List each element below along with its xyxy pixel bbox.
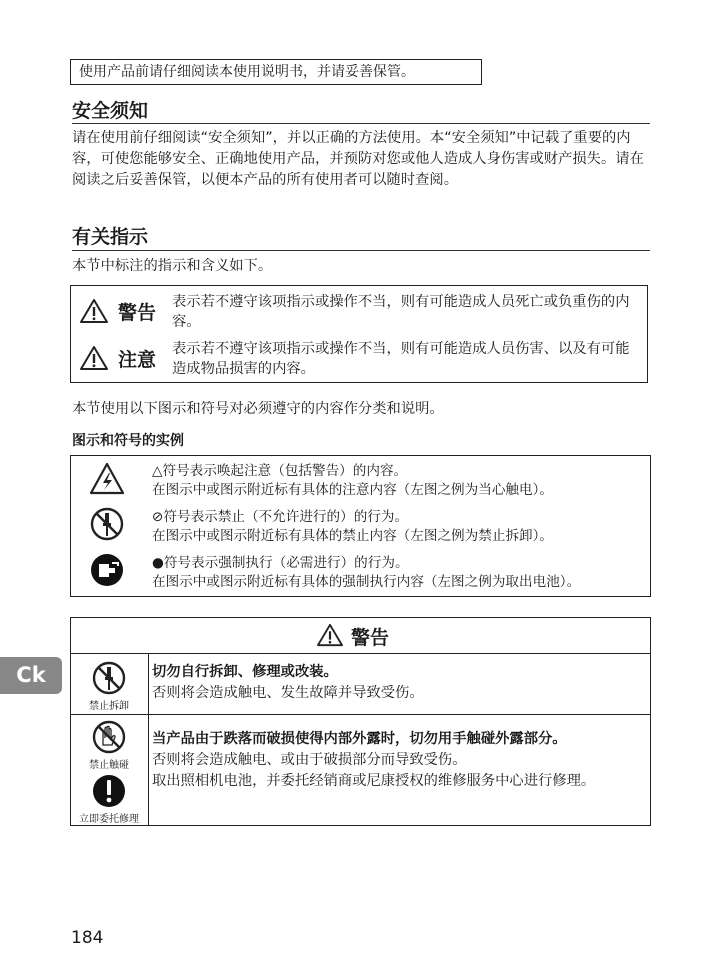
warning-table	[70, 617, 651, 826]
caution-word: 注意	[118, 349, 157, 371]
indications-intro: 本节中标注的指示和含义如下。	[72, 258, 273, 274]
example-3-line2: 在图示中或图示附近标有具体的强制执行内容（左图之例为取出电池）。	[152, 574, 581, 590]
warning-word: 警告	[118, 302, 157, 324]
symbols-intro: 本节使用以下图示和符号对必须遵守的内容作分类和说明。	[72, 401, 444, 417]
example-3-line1: ●符号表示强制执行（必需进行）的行为。	[152, 555, 409, 571]
remove-battery-icon	[90, 553, 124, 591]
no-disassembly-icon	[90, 507, 124, 545]
page-number: 184	[71, 928, 104, 948]
indications-heading: 有关指示	[72, 226, 149, 248]
warning-table-header	[71, 618, 650, 654]
caution-triangle-icon	[79, 345, 109, 375]
safety-heading: 安全须知	[72, 100, 149, 122]
example-1-line1: △符号表示唤起注意（包括警告）的内容。	[152, 463, 408, 479]
example-2-line2: 在图示中或图示附近标有具体的禁止内容（左图之例为禁止拆卸）。	[152, 528, 554, 544]
warning-header-icon	[316, 623, 344, 651]
row1-bold: 切勿自行拆卸、修理或改装。	[152, 664, 338, 680]
safety-rule	[72, 123, 650, 124]
warning-table-row-divider	[71, 714, 650, 715]
examples-heading: 图示和符号的实例	[72, 433, 184, 449]
warning-triangle-icon	[79, 298, 109, 328]
example-1-line2: 在图示中或图示附近标有具体的注意内容（左图之例为当心触电）。	[152, 482, 554, 498]
language-tab: Ck	[0, 657, 62, 694]
electric-shock-icon	[89, 462, 125, 500]
warning-table-title: 警告	[351, 627, 390, 649]
indications-rule	[72, 250, 650, 251]
row2-text-1: 否则将会造成触电、或由于破损部分而导致受伤。	[152, 752, 467, 768]
row1-text: 否则将会造成触电、发生故障并导致受伤。	[152, 685, 424, 701]
no-disassembly-label: 禁止拆卸	[89, 701, 129, 712]
no-touch-label: 禁止触碰	[89, 760, 129, 771]
repair-icon	[92, 774, 126, 812]
warning-table-divider	[148, 654, 149, 826]
row2-bold: 当产品由于跌落而破损使得内部外露时，切勿用手触碰外露部分。	[152, 731, 567, 747]
example-2-line1: ⊘符号表示禁止（不允许进行的）的行为。	[152, 509, 409, 525]
caution-desc: 表示若不遵守该项指示或操作不当，则有可能造成人员伤害、以及有可能造成物品损害的内容。	[172, 341, 630, 377]
safety-body: 请在使用前仔细阅读“安全须知”，并以正确的方法使用。本“安全须知”中记载了重要的内容，可使您能够安全、正确地使用产品，并预防对您或他人造成人身伤害或财产损失。请在阅读之后妥善保管，以便本产品的所有使用者可以随时查阅。	[72, 130, 644, 188]
notice-box: 使用产品前请仔细阅读本使用说明书，并请妥善保管。	[70, 59, 482, 85]
no-touch-icon	[92, 720, 126, 758]
signal-words-box	[70, 285, 648, 383]
repair-label: 立即委托修理	[79, 814, 139, 825]
no-disassembly-icon-row1	[92, 661, 126, 699]
warning-desc: 表示若不遵守该项指示或操作不当，则有可能造成人员死亡或负重伤的内容。	[172, 294, 630, 330]
row2-text-2: 取出照相机电池，并委托经销商或尼康授权的维修服务中心进行修理。	[152, 773, 596, 789]
examples-box	[70, 455, 651, 597]
